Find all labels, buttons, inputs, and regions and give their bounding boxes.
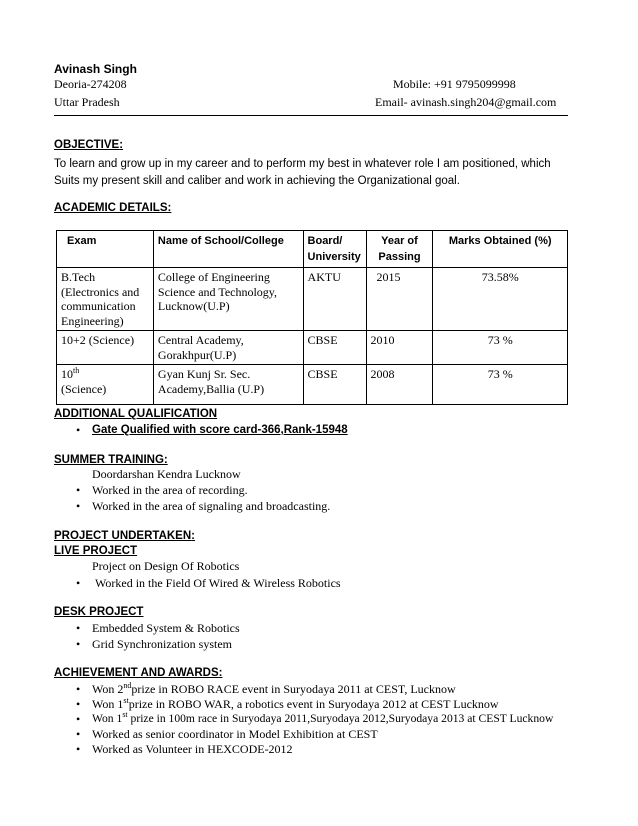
objective-line-1: To learn and grow up in my career and to perform my best in whatever role I am positioned, which: [54, 158, 551, 170]
objective-heading: OBJECTIVE:: [54, 139, 124, 151]
live-project-item: Worked in the Field Of Wired & Wireless Robotics: [95, 576, 341, 590]
bullet-icon: •: [76, 423, 81, 437]
address-line-1: Deoria-274208: [54, 77, 127, 91]
cell-exam: 10th (Science): [57, 365, 154, 405]
training-place: Doordarshan Kendra Lucknow: [92, 467, 241, 481]
cell-marks: 73.58%: [433, 268, 568, 331]
cell-board: CBSE: [303, 365, 366, 405]
cell-exam: B.Tech (Electronics and communication Engineering): [57, 268, 154, 331]
achievement-item: Worked as Volunteer in HEXCODE-2012: [92, 742, 293, 756]
cell-marks: 73 %: [433, 331, 568, 365]
bullet-icon: •: [76, 712, 81, 726]
cell-year: 2010: [366, 331, 433, 365]
projects-heading: PROJECT UNDERTAKEN:: [54, 530, 196, 542]
cell-year: 2008: [366, 365, 433, 405]
bullet-icon: •: [76, 682, 81, 696]
bullet-icon: •: [76, 621, 81, 635]
training-item: Worked in the area of signaling and broadcasting.: [92, 499, 331, 513]
bullet-icon: •: [76, 483, 81, 497]
col-header-marks: Marks Obtained (%): [433, 231, 568, 268]
live-project-title: Project on Design Of Robotics: [92, 559, 240, 573]
academic-heading: ACADEMIC DETAILS:: [54, 202, 172, 214]
col-header-board: Board/ University: [303, 231, 366, 268]
cell-year: 2015: [366, 268, 433, 331]
col-header-exam: Exam: [57, 231, 154, 268]
desk-project-item: Embedded System & Robotics: [92, 621, 240, 635]
achievement-item: Won 1st prize in 100m race in Suryodaya 2011,Suryodaya 2012,Suryodaya 2013 at CEST Lucknow: [92, 710, 554, 725]
cell-board: CBSE: [303, 331, 366, 365]
bullet-icon: •: [76, 727, 81, 741]
cell-exam: 10+2 (Science): [57, 331, 154, 365]
cell-school: College of Engineering Science and Technology, Lucknow(U.P): [153, 268, 303, 331]
header-divider: [54, 115, 568, 116]
cell-board: AKTU: [303, 268, 366, 331]
col-header-year: Year of Passing: [366, 231, 433, 268]
table-row: [57, 268, 568, 331]
col-header-school: Name of School/College: [153, 231, 303, 268]
gate-qualification: Gate Qualified with score card-366,Rank-15948: [92, 424, 348, 436]
candidate-name: Avinash Singh: [54, 62, 137, 76]
table-row: [57, 331, 568, 365]
table-header-row: [57, 231, 568, 268]
live-project-heading: LIVE PROJECT: [54, 545, 138, 557]
table-row: [57, 365, 568, 405]
additional-heading: ADDITIONAL QUALIFICATION: [54, 408, 218, 420]
achievement-item: Won 2ndprize in ROBO RACE event in Suryodaya 2011 at CEST, Lucknow: [92, 681, 456, 696]
bullet-icon: •: [76, 697, 81, 711]
bullet-icon: •: [76, 576, 81, 590]
desk-project-heading: DESK PROJECT: [54, 606, 144, 618]
objective-line-2: Suits my present skill and caliber and work in achieving the Organizational goal.: [54, 175, 460, 187]
cell-school: Central Academy, Gorakhpur(U.P): [153, 331, 303, 365]
achievements-heading: ACHIEVEMENT AND AWARDS:: [54, 667, 223, 679]
cell-school: Gyan Kunj Sr. Sec. Academy,Ballia (U.P): [153, 365, 303, 405]
address-line-2: Uttar Pradesh: [54, 95, 120, 109]
bullet-icon: •: [76, 499, 81, 513]
achievement-item: Worked as senior coordinator in Model Exhibition at CEST: [92, 727, 378, 741]
mobile-number: Mobile: +91 9795099998: [393, 77, 516, 91]
training-item: Worked in the area of recording.: [92, 483, 248, 497]
desk-project-item: Grid Synchronization system: [92, 637, 232, 651]
academic-table: [56, 230, 568, 405]
bullet-icon: •: [76, 742, 81, 756]
email-address: Email- avinash.singh204@gmail.com: [375, 95, 557, 109]
achievement-item: Won 1stprize in ROBO WAR, a robotics event in Suryodaya 2012 at CEST Lucknow: [92, 696, 499, 711]
training-heading: SUMMER TRAINING:: [54, 454, 168, 466]
bullet-icon: •: [76, 637, 81, 651]
cell-marks: 73 %: [433, 365, 568, 405]
